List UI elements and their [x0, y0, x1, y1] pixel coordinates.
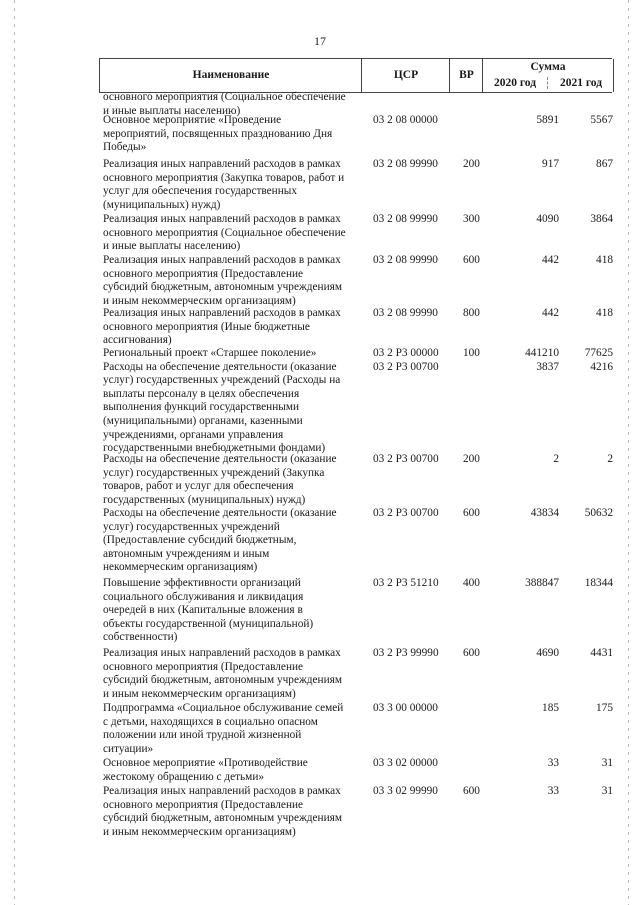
- row-name-line: товаров, работ и услуг для обеспечения: [103, 480, 294, 493]
- row-sum-2020-line: 185: [542, 702, 559, 714]
- row-name-line: Повышение эффективности организаций: [103, 577, 301, 589]
- header-sum: [482, 59, 614, 92]
- row-sum-2020: [495, 647, 559, 661]
- row-sum-2021-line: 5567: [590, 114, 613, 126]
- row-name-line: Реализация иных направлений расходов в рамках: [103, 307, 341, 319]
- row-sum-2021: [561, 647, 613, 661]
- row-sum-2020-line: 2: [553, 453, 559, 465]
- row-sum-2020-line: 33: [547, 757, 559, 769]
- row-name-line: автономным учреждениям и иным: [103, 547, 270, 560]
- row-name-line: и иным некоммерческим организациям): [103, 825, 296, 838]
- row-csr-line: 03 2 08 99990: [373, 213, 438, 225]
- row-csr-line: 03 2 08 00000: [373, 114, 438, 126]
- row-name: [103, 254, 358, 308]
- row-sum-2021-line: 4216: [590, 360, 613, 373]
- row-name-line: субсидий бюджетным, автономным учреждениям: [103, 812, 342, 825]
- row-name-line: и иным некоммерческим организациям): [103, 294, 296, 307]
- header-sum-label: Сумма: [530, 61, 566, 73]
- row-sum-2021-line: 3864: [590, 213, 613, 225]
- row-sum-2021: [561, 347, 613, 374]
- header-csr: [361, 59, 450, 92]
- page-number: 17: [314, 34, 326, 48]
- row-csr-line: 03 2 08 99990: [373, 158, 438, 170]
- row-sum-2020: [495, 785, 559, 799]
- row-csr-line: 03 2 P3 51210: [373, 577, 439, 589]
- row-sum-2021-line: 867: [596, 158, 613, 170]
- row-sum-2021: [561, 507, 613, 521]
- row-name-line: социального обслуживания и ликвидация: [103, 590, 304, 603]
- row-sum-2021-line: 77625: [584, 347, 613, 359]
- row-vr: 300: [463, 213, 480, 225]
- row-name-line: некоммерческим организациям): [103, 561, 258, 574]
- row-csr: [373, 114, 459, 128]
- row-name-line: основного мероприятия (Социальное обеспечение: [103, 226, 346, 239]
- row-csr: [373, 647, 459, 661]
- header-year-2021: 2021 год: [559, 77, 603, 89]
- row-name: [103, 307, 358, 348]
- row-vr: 600: [463, 647, 480, 659]
- row-name-line: основного мероприятия (Предоставление: [103, 798, 304, 811]
- row-vr: 600: [463, 785, 480, 797]
- row-name-line: основного мероприятия (Предоставление: [103, 267, 304, 280]
- row-name-line: собственности): [103, 631, 178, 644]
- row-name-line: услуг) государственных учреждений (Расходы на: [103, 374, 341, 387]
- row-name-line: Региональный проект «Старшее поколение»: [103, 347, 317, 359]
- row-vr: 800: [463, 307, 480, 319]
- row-name-line: мероприятий, посвященных празднованию Дня: [103, 127, 333, 140]
- row-sum-2021: [561, 577, 613, 591]
- row-sum-2020-line: 3837: [536, 360, 559, 373]
- row-sum-2020-line: 442: [542, 307, 559, 319]
- row-vr: 600: [463, 507, 480, 519]
- row-csr-line: 03 3 02 00000: [373, 757, 438, 769]
- row-sum-2021: [561, 158, 613, 172]
- row-name-line: субсидий бюджетным, автономным учреждениям: [103, 674, 342, 687]
- row-name-line: основного мероприятия (Социальное обеспечение: [103, 91, 346, 103]
- table-header: [99, 58, 612, 93]
- row-name-line: Расходы на обеспечение деятельности (оказание: [103, 507, 337, 519]
- row-name: [103, 158, 358, 212]
- row-csr-line: 03 2 P3 00700: [373, 453, 439, 465]
- row-name: [103, 507, 358, 575]
- row-csr-line: 03 3 00 00000: [373, 702, 438, 714]
- row-vr: 600: [463, 254, 480, 266]
- row-name-line: Реализация иных направлений расходов в рамках: [103, 785, 341, 797]
- row-name-line: и иным некоммерческим организациям): [103, 687, 296, 700]
- row-name-line: Реализация иных направлений расходов в рамках: [103, 647, 341, 659]
- row-sum-2021-line: 175: [596, 702, 613, 714]
- row-vr: 200: [463, 453, 480, 465]
- row-sum-2020: [495, 702, 559, 716]
- row-name-line: выплаты персоналу в целях обеспечения: [103, 387, 300, 400]
- row-name: [103, 577, 358, 645]
- header-vr-label: ВР: [459, 69, 474, 81]
- row-name: [103, 347, 358, 456]
- row-sum-2020-line: 33: [547, 785, 559, 797]
- row-csr-line: 03 2 P3 00700: [373, 507, 439, 519]
- row-csr-line: 03 2 P3 99990: [373, 647, 439, 659]
- row-sum-2021-line: 418: [596, 307, 613, 319]
- row-sum-2020: [495, 254, 559, 268]
- row-name-line: жестокому обращению с детьми»: [103, 770, 265, 783]
- row-sum-2021-line: 2: [607, 453, 613, 465]
- row-name-line: государственными внебюджетными фондами): [103, 442, 326, 455]
- row-sum-2020: [495, 213, 559, 227]
- row-csr: [373, 702, 459, 716]
- row-sum-2020-line: 43834: [530, 507, 559, 519]
- header-name-label: Наименование: [192, 69, 270, 81]
- row-sum-2021-line: 4431: [590, 647, 613, 659]
- row-name-line: ситуации»: [103, 742, 154, 755]
- row-csr: [373, 453, 459, 467]
- row-csr: [373, 757, 459, 771]
- row-sum-2020-line: 4090: [536, 213, 559, 225]
- row-name-line: Победы»: [103, 141, 147, 154]
- row-name-line: Расходы на обеспечение деятельности (оказание: [103, 360, 337, 373]
- row-sum-2021-line: 31: [601, 757, 613, 769]
- row-sum-2021: [561, 254, 613, 268]
- row-name-line: объекты государственной (муниципальной): [103, 617, 314, 630]
- scan-edge-right: [628, 0, 629, 905]
- header-year-2020: 2020 год: [483, 77, 548, 89]
- row-sum-2020-line: 388847: [525, 577, 559, 589]
- row-vr: 200: [463, 158, 480, 170]
- row-name-line: субсидий бюджетным, автономным учреждениям: [103, 281, 342, 294]
- row-sum-2021-line: 50632: [584, 507, 613, 519]
- row-sum-2021: [561, 453, 613, 467]
- row-name-line: Расходы на обеспечение деятельности (оказание: [103, 453, 337, 465]
- row-csr-line: 03 2 P3 00700: [373, 360, 439, 373]
- row-sum-2021: [561, 785, 613, 799]
- row-sum-2021: [561, 757, 613, 771]
- row-csr-line: 03 3 02 99990: [373, 785, 438, 797]
- row-name-line: (Предоставление субсидий бюджетным,: [103, 534, 297, 547]
- row-sum-2020: [495, 757, 559, 771]
- row-name-line: основного мероприятия (Предоставление: [103, 660, 304, 673]
- row-vr: 100: [463, 347, 480, 359]
- row-name-line: Основное мероприятие «Противодействие: [103, 757, 308, 769]
- row-sum-2020-line: 441210: [525, 347, 559, 359]
- row-name-line: (муниципальных) нужд): [103, 198, 221, 211]
- header-csr-label: ЦСР: [393, 69, 419, 81]
- row-csr: [373, 507, 459, 521]
- row-sum-2020: [495, 577, 559, 591]
- row-sum-2021: [561, 213, 613, 227]
- row-name-line: Реализация иных направлений расходов в рамках: [103, 254, 341, 266]
- row-name-line: услуг) государственных учреждений (Закупка: [103, 466, 325, 479]
- row-csr-line: 03 2 P3 00000: [373, 347, 439, 359]
- row-name-line: положении или иной трудной жизненной: [103, 729, 302, 742]
- row-sum-2021: [561, 114, 613, 128]
- row-name: [103, 757, 358, 784]
- row-vr: 400: [463, 577, 480, 589]
- row-name-line: выполнения функций государственными: [103, 401, 300, 414]
- row-name-line: основного мероприятия (Иные бюджетные: [103, 320, 310, 333]
- row-name-line: (муниципальными) органами, казенными: [103, 414, 303, 427]
- header-name: [99, 59, 362, 92]
- row-csr-line: 03 2 08 99990: [373, 254, 438, 266]
- row-name-line: очередей в них (Капитальные вложения в: [103, 604, 303, 617]
- row-sum-2020-line: 5891: [536, 114, 559, 126]
- row-name-line: Подпрограмма «Социальное обслуживание семей: [103, 702, 344, 714]
- row-name: [103, 647, 358, 701]
- row-name-line: с детьми, находящихся в социально опасном: [103, 715, 318, 728]
- row-sum-2021-line: 418: [596, 254, 613, 266]
- row-csr: [373, 213, 459, 227]
- row-csr-line: 03 2 08 99990: [373, 307, 438, 319]
- row-name: [103, 453, 358, 507]
- row-sum-2020: [495, 114, 559, 128]
- row-csr: [373, 577, 459, 591]
- row-name-line: основного мероприятия (Закупка товаров, работ и: [103, 171, 345, 184]
- row-csr: [373, 254, 459, 268]
- row-sum-2020: [495, 453, 559, 467]
- row-sum-2021-line: 31: [601, 785, 613, 797]
- row-csr: [373, 347, 459, 374]
- row-sum-2020: [495, 507, 559, 521]
- row-name: [103, 114, 358, 155]
- row-sum-2021-line: 18344: [584, 577, 613, 589]
- row-csr: [373, 785, 459, 799]
- row-sum-2020-line: 4690: [536, 647, 559, 659]
- row-name-line: государственных (муниципальных) нужд): [103, 493, 306, 506]
- row-name-line: услуг для обеспечения государственных: [103, 185, 298, 198]
- row-sum-2020: [495, 158, 559, 172]
- header-vr: [449, 59, 483, 92]
- row-name: [103, 213, 358, 254]
- row-sum-2020-line: 917: [542, 158, 559, 170]
- row-name-line: Реализация иных направлений расходов в рамках: [103, 213, 341, 225]
- row-name-line: учреждениями, органами управления: [103, 428, 284, 441]
- row-name-line: Реализация иных направлений расходов в рамках: [103, 158, 341, 170]
- row-name-line: Основное мероприятие «Проведение: [103, 114, 282, 126]
- row-name-line: ассигнования): [103, 334, 172, 347]
- row-sum-2020-line: 442: [542, 254, 559, 266]
- row-sum-2021: [561, 307, 613, 321]
- row-name: [103, 785, 358, 839]
- scan-edge-left: [14, 0, 15, 905]
- row-sum-2020: [495, 307, 559, 321]
- row-name-line: и иные выплаты населению): [103, 104, 241, 117]
- row-sum-2021: [561, 702, 613, 716]
- row-name: [103, 702, 358, 756]
- row-csr: [373, 158, 459, 172]
- row-name-line: услуг) государственных учреждений: [103, 520, 280, 533]
- row-sum-2020: [495, 347, 559, 374]
- row-csr: [373, 307, 459, 321]
- row-name-line: и иные выплаты населению): [103, 240, 241, 253]
